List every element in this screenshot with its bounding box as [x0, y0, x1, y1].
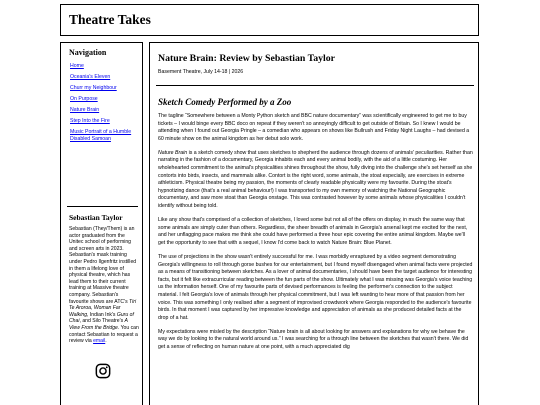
- bio-show-title: Woman Far Walking: [69, 305, 121, 318]
- review-title: Nature Brain: Review by Sebastian Taylor: [158, 53, 335, 64]
- bio-text-part: ,: [91, 305, 94, 312]
- bio-text-part: Sebastian (They/Them) is an actor graduated from the Unitec school of performing and screen arts in 2023. Sebastian's mask training under Pedro Ilgenfritz instilled in them a lifelong love of physical theatre, which has lead them to their current training at Massive theatre company. Sebastian's favourite shows are ATC's: [69, 226, 137, 305]
- bio-text-part: .: [105, 338, 107, 345]
- nav-heading: Navigation: [69, 48, 107, 57]
- nav-link-step-into-the-fire[interactable]: Step Into the Fire: [70, 118, 110, 124]
- section-heading: Sketch Comedy Performed by a Zoo: [158, 97, 292, 107]
- sidebar-divider: [67, 206, 138, 207]
- review-paragraph: The use of projections in the show wasn't entirely successful for me. I was morbidly enraptured by a video segment demonstrating Georgia's willingness to roll through gorse bushes for our entertainment, but I found myself disengaged when animal facts were projected as a means of transitioning between sketches. As a lover of animal documentaries, I should have been the target audience for interesting facts, but it felt like extracurricular reading between the fun parts of the show. Ultimately what I was missing was Georgia's voice teaching us the information herself. One of my favourite parts of devised performances is feeling the performer's connection to the subject material. I felt Georgia's love of animals through her physical commitment, but I was left wanting to hear more of that passion from her voice. This was something I only realised after a segment of improvised crowdwork where Georgia responded to the audience's favourite birds. In that moment I was captured by her impressive knowledge and appreciation of animals as she produced detailed facts at the drop of a hat.: [158, 254, 473, 321]
- nav-link-music-portrait[interactable]: Music Portrait of a Humble Disabled Samoan: [70, 129, 132, 142]
- nav-link-nature-brain[interactable]: Nature Brain: [70, 107, 100, 113]
- review-body: [158, 113, 473, 358]
- site-header: [60, 4, 479, 36]
- paragraph-text: is a sketch comedy show that uses sketches to shepherd the audience through dozens of animals' peculiarities. Rather than narrating in the fashion of a documentary, Georgia inhabits each and every animal bodily, with the aid of a little costuming. Her wholehearted commitment to the animal's physicalities shines throughout the show, fully diving into the challenge she's set herself as she contorts into birds, insects, and mammals alike. Contort is the right word, some animals, the stoat especially, are exercises in extreme athleticism. Physical theatre being my passion, the moments of clearly readable physicality were my favourite. During the stoat's hypnotizing dance (that's a real animal behaviour!) I was transported to my own memory of watching the National Geographic documentary, and saw more stoat than Georgia onstage. This was contrasted however by some animals whose physicalities I couldn't identify without being told.: [158, 149, 473, 210]
- instagram-icon[interactable]: [95, 363, 111, 379]
- review-paragraph: Like any show that's comprised of a collection of sketches, I loved some but not all of the offers on display, in much the same way that some animals are simply cuter than others. Regardless, the sheer breadth of animals in Georgia's arsenal kept me excited for the next, and her unflagging pace makes me think she could have performed a three hour epic covering the entire animal kingdom. Maybe we'll get the opportunity to see that with a sequel, I know I'd come back to watch Nature Brain: Blue Planet.: [158, 217, 468, 246]
- bio-show-title: Guru of Chai: [69, 311, 134, 325]
- review-paragraph: The tagline “Somewhere between a Monty Python sketch and BBC nature documentary” was scientifically engineered to get me to buy tickets – I would binge every BBC doco on repeat if they weren't so annoyingly difficult to get outside of Britain. So I knew I would be attending when I found out Georgia Pringle – a comedian who appears on shows like Bullrush and Friday Night Laughs – had devised a 60 minute show on the animal kingdom as her debut solo work.: [158, 113, 470, 142]
- review-meta: Basement Theatre, July 14-18 | 2026: [158, 69, 244, 75]
- review-article: [149, 42, 479, 405]
- nav-list: [70, 63, 142, 147]
- sidebar: [60, 42, 143, 405]
- bio-text-part: , Indian Ink's: [87, 311, 117, 318]
- nav-link-churr-my-neighbour[interactable]: Churr my Neighbour: [70, 85, 117, 91]
- bio-text: [69, 226, 139, 345]
- nav-link-on-purpose[interactable]: On Purpose: [70, 96, 98, 102]
- site-title[interactable]: Theatre Takes: [69, 12, 151, 27]
- review-paragraph: My expectations were misled by the description “Nature brain is all about looking for answers and explanations for why we behave the way we do by looking to the natural world around us.” I was searching for a through line between the sketches that wasn't there. We did get a sense of reflecting on human nature at one point, with a much appreciated dig: [158, 328, 469, 351]
- nav-link-oceanias-eleven[interactable]: Oceania's Eleven: [70, 74, 111, 80]
- bio-heading: Sebastian Taylor: [69, 213, 123, 222]
- bio-show-title: Tiri Te Aroroa: [69, 298, 137, 312]
- bio-text-part: , and Silo Theatre's: [79, 318, 125, 325]
- bio-show-title: A View From the Bridge: [69, 318, 128, 331]
- email-link[interactable]: email: [93, 338, 106, 345]
- article-divider: [156, 85, 474, 86]
- review-paragraph: [158, 150, 473, 211]
- nav-link-home[interactable]: Home: [70, 63, 84, 69]
- show-title: Nature Brain: [158, 149, 188, 156]
- bio-text-part: . You can contact Sebastian to request a review via: [69, 324, 139, 345]
